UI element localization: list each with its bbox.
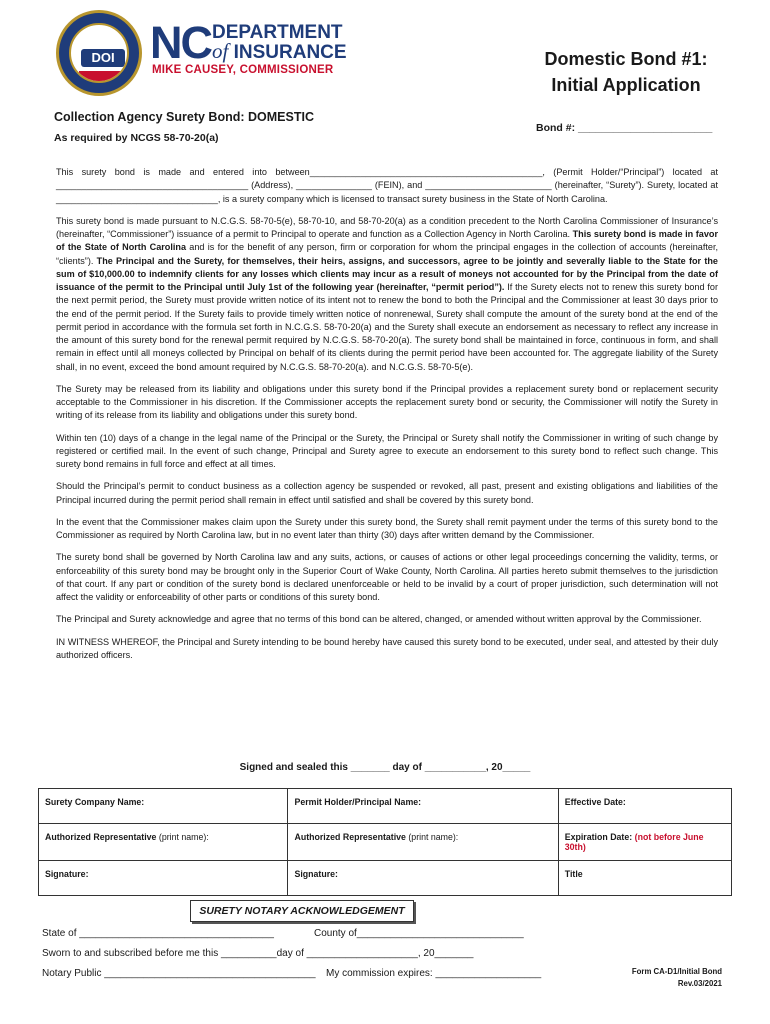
logo-insurance: INSURANCE: [233, 42, 347, 63]
surety-rep-cell[interactable]: Authorized Representative (print name):: [39, 824, 288, 861]
bond-body: [56, 166, 718, 671]
expiration-date-cell[interactable]: Expiration Date: (not before June 30th): [558, 824, 731, 861]
logo-department-text: [212, 24, 347, 62]
bond-number-field[interactable]: Bond #: _______________________: [536, 122, 713, 134]
seal-text: DOI: [81, 49, 125, 67]
notary-heading: SURETY NOTARY ACKNOWLEDGEMENT: [190, 900, 414, 922]
p2-bold-liability: The Principal and the Surety, for themselves, their heirs, assigns, and successors, agree to be jointly and severally liable to the State for the sum of $10,000.00 to indemnify clients for any losses which clients may incur as a result of moneys not accounted for by the Principal from the date of issuance of the permit to the Principal until July 1st of the following year (hereinafter, “permit period”).: [56, 255, 718, 292]
p2-bold-favor: This surety bond is made in favor of the State of North Carolina: [56, 229, 718, 253]
paragraph-suspension: Should the Principal’s permit to conduct business as a collection agency be suspended or revoked, all past, present and existing obligations and liabilities of the Principal incurred during the permit period shall remain in effect until satisfied and shall be covered by this surety bond.: [56, 481, 718, 505]
form-id: Form CA-D1/Initial Bond: [631, 967, 722, 976]
surety-company-name-cell[interactable]: Surety Company Name:: [39, 789, 288, 824]
paragraph-name-change: Within ten (10) days of a change in the legal name of the Principal or the Surety, the Principal or Surety shall notify the Commissioner in writing of such change by registered or certified mail. In the event of such change, Principal and Surety agree to execute an endorsement to this surety bond to reflect such change. This surety bond remains in full force and effect at all times.: [56, 432, 718, 469]
paragraph-purpose: [56, 215, 718, 374]
logo-nc: NC: [150, 17, 211, 68]
doi-seal-logo: [56, 10, 142, 96]
effective-date-cell[interactable]: Effective Date:: [558, 789, 731, 824]
paragraph-release: The Surety may be released from its liability and obligations under this surety bond if the Principal provides a replacement surety bond or replacement security acceptable to the Commissioner in his discretion. If the Commissioner accepts the replacement surety bond or security, the Commissioner will notify the Surety in writing of its release from its liability and obligations under this surety bond.: [56, 383, 718, 421]
notary-commission-field[interactable]: My commission expires: ___________________: [326, 968, 542, 979]
signed-sealed-line[interactable]: Signed and sealed this _______ day of ___________, 20_____: [239, 762, 531, 773]
title-line-1: Domestic Bond #1:: [544, 49, 708, 69]
p2-text-2: and is for the benefit of any person, firm or corporation for whom the principal engages in the collection of accounts (hereinafter, “clients”).: [56, 242, 718, 266]
paragraph-witness: IN WITNESS WHEREOF, the Principal and Surety intending to be bound hereby have caused this surety bond to be executed, under seal, and attested by their duly authorized officers.: [56, 636, 718, 660]
signature-table: [38, 788, 732, 896]
p2-text: This surety bond is made pursuant to N.C.G.S. 58-70-5(e), 58-70-10, and 58-70-20(a) as a condition precedent to the North Carolina Commissioner of Insurance’s (hereinafter, “Commissioner”) issuance of a permit to Principal to operate and function as a Collection Agency in North Carolina.: [56, 215, 718, 239]
paragraph-parties: This surety bond is made and entered into between______________________________________________, (Permit Holder/“Principal”) located at ______________________________________ (Address), _______________ (FEIN), and _________________________ (hereinafter, “Surety”). Surety, located at ________________________________, is a surety company which is licensed to transact surety business in the State of North Carolina.: [56, 167, 718, 204]
page-title: [536, 46, 716, 98]
notary-public-field[interactable]: Notary Public ______________________________________: [42, 968, 316, 979]
notary-state-field[interactable]: State of ___________________________________: [42, 928, 274, 939]
principal-name-cell[interactable]: Permit Holder/Principal Name:: [288, 789, 558, 824]
bond-type-heading: Collection Agency Surety Bond: DOMESTIC: [54, 110, 314, 124]
surety-signature-cell[interactable]: Signature:: [39, 861, 288, 896]
p2-text-3: If the Surety elects not to renew this surety bond for the next permit period, the Surety must provide written notice of its intent not to renew the bond to both the Principal and the Commissioner at least 30 days prior to the end of the permit period. If the Surety fails to provide timely written notice of nonrenewal, Surety shall compute the amount of the surety bond at the end of the permit period in accordance with the formula set forth in N.C.G.S. 58-70-20(a) and the Surety shall execute an endorsement as necessary to reflect any increase in the amount of this surety bond for the renewal permit required by N.C.G.S. 58-70-20(a). The surety bond shall be maintained in force, continuous in form, and shall remain in effect until all moneys collected by Principal on behalf of its clients during the permit period have been accounted for. The aggregate liability of the Surety shall, in no event, exceed the bond amount required by N.C.G.S. 58-70-20(a). and N.C.G.S. 58-70-5(e).: [56, 282, 718, 372]
seal-flag-stripe: [79, 71, 127, 81]
logo-department: DEPARTMENT: [212, 22, 343, 43]
commissioner-name: MIKE CAUSEY, COMMISSIONER: [152, 64, 334, 76]
principal-signature-cell[interactable]: Signature:: [288, 861, 558, 896]
seal-inner: [69, 23, 129, 83]
paragraph-amendment: The Principal and Surety acknowledge and agree that no terms of this bond can be altered, changed, or amended without written approval by the Commissioner.: [56, 614, 702, 625]
title-line-2: Initial Application: [551, 75, 701, 95]
paragraph-claim: In the event that the Commissioner makes claim upon the Surety under this surety bond, the Surety shall remit payment under the terms of this surety bond to the Commissioner as required by North Carolina law, but in no event later than thirty (30) days after written demand by the Commissioner.: [56, 516, 718, 540]
form-rev: Rev.03/2021: [677, 979, 722, 988]
logo-of: of: [212, 39, 229, 63]
principal-rep-cell[interactable]: Authorized Representative (print name):: [288, 824, 558, 861]
required-by: As required by NCGS 58-70-20(a): [54, 132, 219, 144]
form-identifier: [612, 966, 722, 990]
notary-sworn-field[interactable]: Sworn to and subscribed before me this __________day of ____________________, 20_______: [42, 948, 474, 959]
paragraph-governing-law: The surety bond shall be governed by North Carolina law and any suits, actions, or causes of actions or other legal proceedings concerning the validity, terms, or enforceability of this surety bond may be brought only in the Superior Court of Wake County, North Carolina. All parties hereto submit themselves to the jurisdiction of that court. If any part or condition of the surety bond is declared unenforceable or held to be invalid by a court of proper jurisdiction, such determination will not affect the validity or enforceability of other parts or conditions of this surety bond.: [56, 552, 718, 602]
notary-county-field[interactable]: County of______________________________: [314, 928, 524, 939]
title-cell[interactable]: Title: [558, 861, 731, 896]
